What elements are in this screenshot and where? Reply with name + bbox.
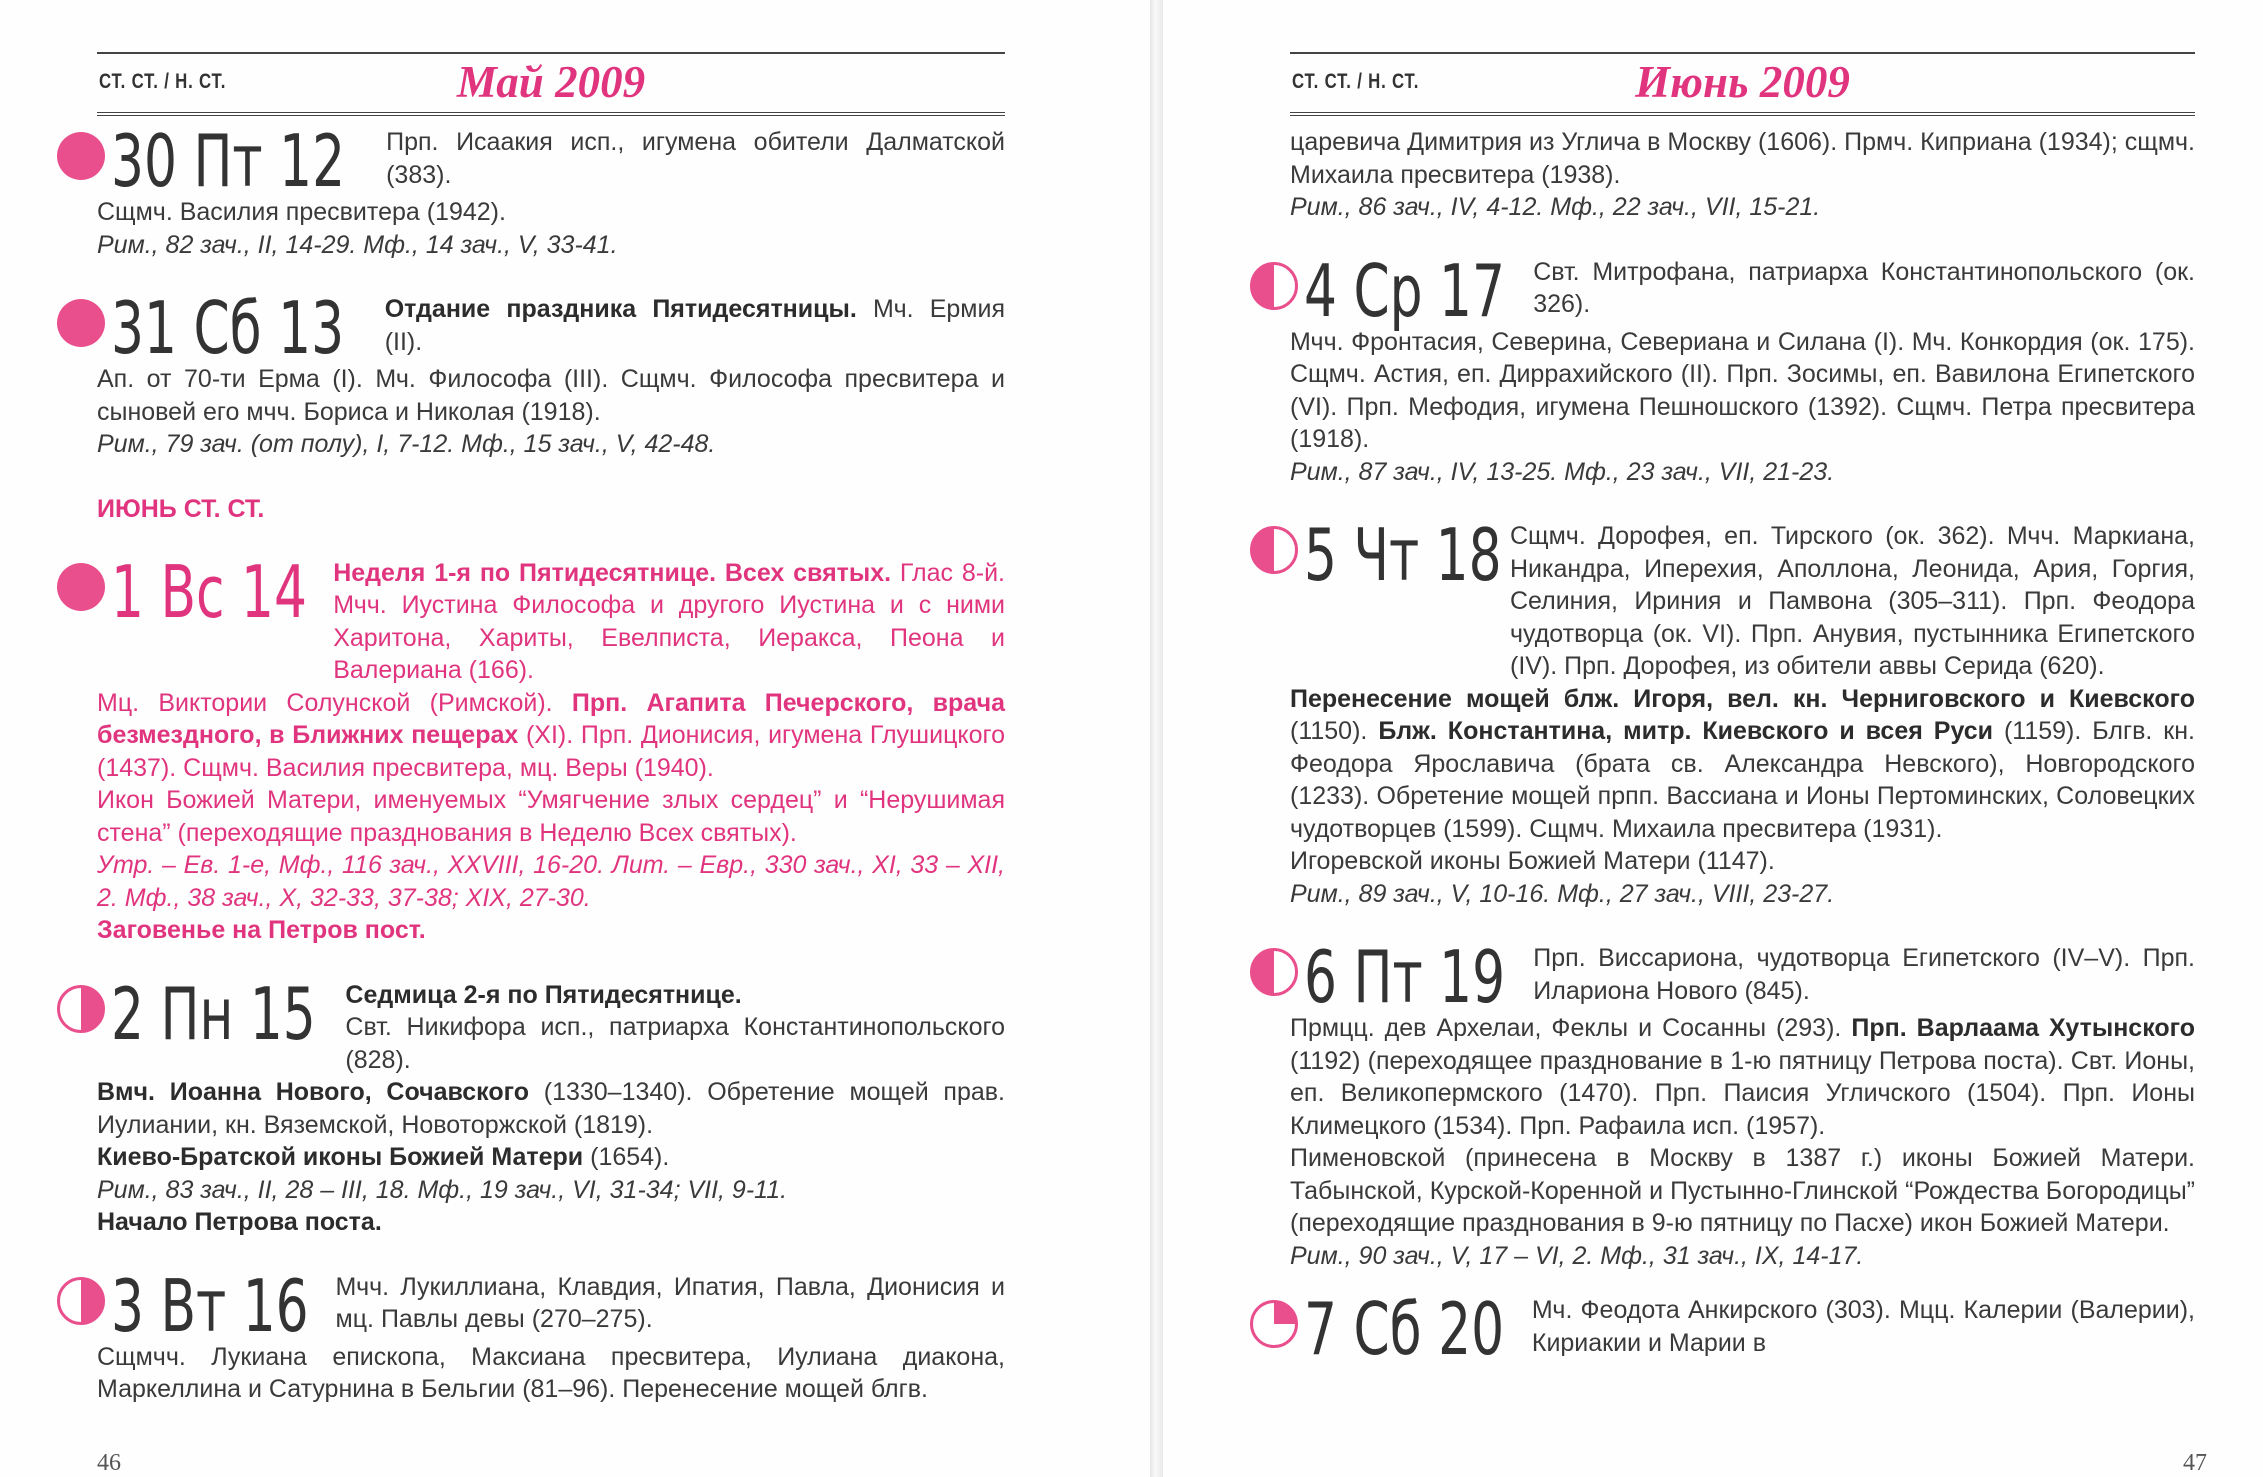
feast-title: Перенесение мощей блж. Игоря, вел. кн. Черниговского и Киевского — [1290, 684, 2195, 713]
day-number: 30 Пт 12 — [111, 119, 346, 203]
feast-title: Киево-Братской иконы Божией Матери — [97, 1143, 584, 1171]
icon-feast-text: Икон Божией Матери, именуемых “Умягчение злых сердец” и “Нерушимая стена” (переходящие празднования в Неделю Всех святых). — [97, 786, 1005, 847]
continued-entry — [1290, 126, 2195, 224]
day-entry-6 — [1290, 935, 2195, 1272]
saint-text: (XI). Прп. Дионисия, игумена Глушицкого (1437). Сщмч. Василия пресвитера, мц. Веры (1940). — [97, 721, 1005, 782]
day-entry-30 — [97, 119, 1005, 261]
half-moon-icon — [1250, 948, 1298, 996]
icon-feast-text: Игоревской иконы Божией Матери (1147). — [1290, 847, 1775, 875]
day-number: 5 Чт 18 — [1304, 513, 1502, 597]
page-number: 47 — [2183, 1450, 2207, 1476]
calendar-body — [97, 119, 1006, 1406]
saint-text: (1159). Блгв. кн. Феодора Ярославича (брата св. Александра Невского), Новгородского (1233). Обретение мощей прпп. Вассиана и Ионы Пертоминских, Соловецких чудотворцев (1599). Сщмч. Михаила пресвитера (1931). — [1290, 717, 2195, 843]
saint-text: Мчч. Фронтасия, Северина, Севериана и Силана (I). Мч. Конкордия (ок. 175). Сщмч. Астия, еп. Диррахийского (II). Прп. Зосимы, еп. Вавилона Египетского (VI). Прп. Мефодия, игумена Пешношского (1392). Сщмч. Петра пресвитера (1918). — [1290, 327, 2195, 453]
day-entry-2 — [97, 971, 1006, 1239]
saint-text: Ап. от 70-ти Ерма (I). Мч. Философа (III). Сщмч. Философа пресвитера и сыновей его мчч. Бориса и Николая (1918). — [97, 365, 1005, 426]
icon-feast-text: Пименовской (принесена в Москву в 1387 г.) иконы Божией Матери. Табынской, Курской-Коренной и Пустынно-Глинской “Рождества Богородицы” (переходящие празднования в 9-ю пятницу по Пасхе) икон Божией Матери. — [1290, 1144, 2195, 1237]
page-header — [1290, 52, 2195, 116]
day-number: 7 Сб 20 — [1304, 1287, 1505, 1371]
saint-text: Сщмчч. Лукиана епископа, Максиана пресвитера, Иулиана диакона, Маркеллина и Сатурнина в Бельгии (81–96). Перенесение мощей блгв. — [97, 1342, 1005, 1403]
saint-text: Мчч. Лукиллиана, Клавдия, Ипатия, Павла, Дионисия и мц. Павлы девы (270–275). — [335, 1272, 1005, 1333]
day-entry-4 — [1290, 248, 2195, 489]
half-moon-icon — [1250, 526, 1298, 574]
feast-title: Прп. Варлаама Хутынского — [1851, 1014, 2195, 1042]
reading-text: Рим., 86 зач., IV, 4-12. Мф., 22 зач., VII, 15-21. — [1290, 193, 1821, 221]
full-moon-icon — [57, 563, 105, 611]
feast-title: Вмч. Иоанна Нового, Сочавского — [97, 1078, 529, 1106]
feast-title: Прп. Агапита Печерского, врача безмездного, в Ближних пещерах — [97, 688, 1005, 749]
half-moon-icon — [1250, 262, 1298, 310]
last-quarter-moon-icon — [1250, 1300, 1298, 1348]
reading-text: Рим., 83 зач., II, 28 – III, 18. Мф., 19 зач., VI, 31-34; VII, 9-11. — [97, 1175, 788, 1204]
saint-text: Свт. Никифора исп., патриарха Константинопольского (828). — [345, 1013, 1005, 1074]
saint-text: Сщмч. Василия пресвитера (1942). — [97, 198, 506, 226]
reading-text: Утр. – Ев. 1-е, Мф., 116 зач., XXVIII, 16-20. Лит. – Евр., 330 зач., XI, 33 – XII, 2. Мф., 38 зач., X, 32-33, 37-38; XIX, 27-30. — [97, 851, 1005, 912]
header-column-label: СТ. СТ. / Н. СТ. — [1292, 70, 1420, 93]
day-entry-7 — [1290, 1287, 2195, 1371]
saint-text: Прп. Виссариона, чудотворца Египетского (IV–V). Прп. Илариона Нового (845). — [1533, 944, 2195, 1005]
feast-title: Блж. Константина, митр. Киевского и всея Руси — [1378, 717, 1994, 745]
saint-text: Свт. Митрофана, патриарха Константинопольского (ок. 326). — [1533, 257, 2195, 318]
day-entry-31 — [97, 286, 1005, 461]
header-column-label: СТ. СТ. / Н. СТ. — [99, 70, 227, 93]
reading-text: Рим., 82 зач., II, 14-29. Мф., 14 зач., V, 33-41. — [97, 230, 618, 259]
calendar-body — [1290, 126, 2195, 1371]
first-quarter-moon-icon — [57, 1277, 105, 1325]
first-quarter-moon-icon — [57, 985, 105, 1033]
saint-text: Мц. Виктории Солунской (Римской). — [97, 688, 572, 717]
saint-text: Прмцц. дев Архелаи, Феклы и Сосанны (293). — [1290, 1014, 1852, 1042]
page-header — [97, 52, 1005, 116]
feast-title: Отдание праздника Пятидесятницы. — [384, 295, 857, 323]
feast-title: Седмица 2-я по Пятидесятнице. — [345, 980, 742, 1009]
saint-text: (1654). — [583, 1143, 670, 1171]
saint-text: Глас 8-й. Мчч. Иустина Философа и другого Иустина и с ними Харитона, Хариты, Евелписта, Иеракса, Пеона и Валериана (166). — [333, 558, 1006, 684]
saint-text: Сщмч. Дорофея, еп. Тирского (ок. 362). Мчч. Маркиана, Никандра, Иперехия, Аполлона, Леонида, Ария, Горгия, Селиния, Ириния и Памвона (305–311). Прп. Феодора чудотворца (ок. VI). Прп. Анувия, пустынника Египетского (IV). Прп. Дорофея, из обители аввы Серида (620). — [1510, 522, 2195, 680]
reading-text: Рим., 87 зач., IV, 13-25. Мф., 23 зач., VII, 21-23. — [1290, 457, 1835, 486]
day-number: 6 Пт 19 — [1304, 935, 1506, 1019]
day-number: 4 Ср 17 — [1304, 248, 1506, 333]
saint-text: (1192) (переходящее празднование в 1-ю пятницу Петрова поста). Свт. Ионы, еп. Великопермского (1470). Прп. Паисия Угличского (1504). Прп. Ионы Климецкого (1534). Прп. Рафаила исп. (1957). — [1290, 1046, 2195, 1140]
fast-note: Заговенье на Петров пост. — [97, 916, 426, 944]
right-page — [1163, 0, 2263, 1477]
fast-note: Начало Петрова поста. — [97, 1208, 382, 1236]
saint-text: Прп. Исаакия исп., игумена обители Далматской (383). — [386, 128, 1005, 189]
full-moon-icon — [57, 132, 105, 180]
reading-text: Рим., 90 зач., V, 17 – VI, 2. Мф., 31 зач., IX, 14-17. — [1290, 1241, 1864, 1270]
feast-title: Неделя 1-я по Пятидесятнице. Всех святых. — [333, 558, 892, 587]
saint-text: (1150). — [1290, 717, 1379, 745]
day-number: 31 Сб 13 — [111, 286, 345, 370]
page-number: 46 — [97, 1450, 121, 1476]
saint-text: царевича Димитрия из Углича в Москву (1606). Прмч. Киприана (1934); сщмч. Михаила пресвитера (1938). — [1290, 128, 2195, 189]
month-title: Июнь 2009 — [1635, 57, 1850, 107]
day-entry-3 — [97, 1263, 1005, 1406]
day-entry-1 — [97, 549, 1006, 947]
section-heading: ИЮНЬ СТ. СТ. — [97, 494, 265, 523]
reading-text: Рим., 89 зач., V, 10-16. Мф., 27 зач., VIII, 23-27. — [1290, 879, 1835, 908]
reading-text: Рим., 79 зач. (от полу), I, 7-12. Мф., 15 зач., V, 42-48. — [97, 430, 716, 458]
saint-text: Мч. Феодота Анкирского (303). Мцц. Калерии (Валерии), Кириакии и Марии в — [1531, 1296, 2195, 1357]
full-moon-icon — [57, 299, 105, 347]
day-number: 2 Пн 15 — [111, 971, 316, 1056]
book-spine — [1150, 0, 1163, 1477]
day-number: 3 Вт 16 — [111, 1263, 309, 1348]
month-title: Май 2009 — [456, 57, 646, 107]
day-number: 1 Вс 14 — [111, 549, 307, 634]
saint-text: (1330–1340). Обретение мощей прав. Иулиании, кн. Вяземской, Новоторжской (1819). — [97, 1078, 1006, 1139]
saint-text: Мч. Ермия (II). — [384, 295, 1005, 356]
day-entry-5 — [1290, 513, 2195, 910]
